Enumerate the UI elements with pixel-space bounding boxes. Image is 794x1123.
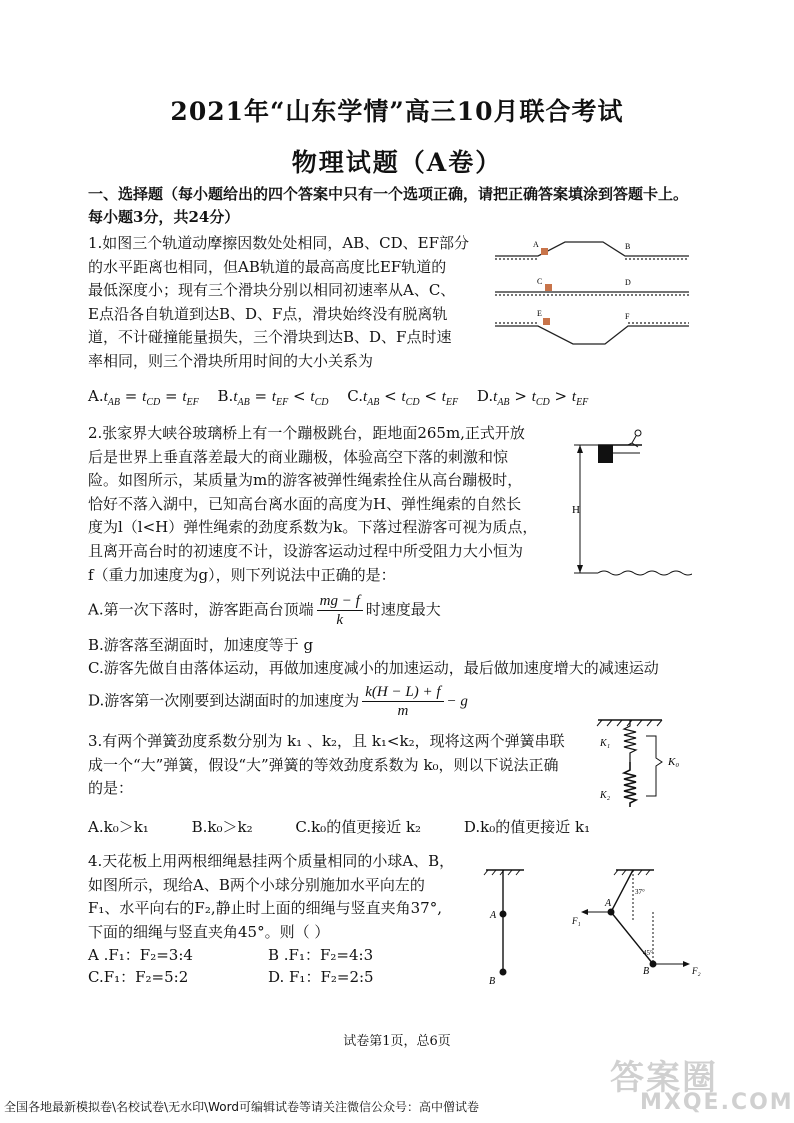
- q4-options-row1: [88, 944, 373, 966]
- track-cd: [495, 292, 689, 295]
- sub-cd: CD: [146, 397, 161, 408]
- sub-ab: AB: [237, 397, 250, 408]
- spring-k1: [624, 720, 636, 762]
- sym-gt: >: [554, 387, 568, 405]
- slider-a: [541, 248, 548, 255]
- label-k1: K₁: [600, 738, 611, 749]
- sym-t: t: [531, 389, 536, 405]
- label-f2: F₂: [692, 966, 701, 976]
- sym-t: t: [103, 389, 108, 405]
- q2-option-d: [88, 683, 468, 720]
- slider-c: [545, 284, 552, 291]
- fraction-k-h-l-f-over-m: [362, 683, 443, 720]
- sym-t: t: [271, 389, 277, 405]
- sub-cd: CD: [405, 397, 420, 408]
- sym-t: t: [182, 389, 187, 405]
- q2-line: 且离开高台时的初速度不计，设游客运动过程中所受阻力大小恒为: [88, 541, 524, 560]
- track-ef: [495, 323, 689, 344]
- q4-option-b: B .F₁：F₂=4:3: [268, 946, 374, 964]
- q3-options: [88, 816, 590, 838]
- sym-t: t: [310, 389, 315, 405]
- label-k2: K₂: [600, 790, 611, 801]
- sub-ef: EF: [186, 397, 199, 408]
- label-a: A: [533, 240, 539, 249]
- label-d: D: [625, 278, 631, 287]
- sub-ab: AB: [497, 397, 510, 408]
- arrow-f2: [683, 961, 690, 967]
- track-ab: [495, 242, 689, 259]
- q3-line: 的是：: [88, 779, 134, 798]
- sub-cd: CD: [314, 397, 329, 408]
- sub-ef: EF: [276, 397, 289, 408]
- option-d-text: D.游客第一次刚要到达湖面时的加速度为: [88, 691, 360, 710]
- q2-line: 恰好不落入湖中，已知高台离水面的高度为H、弹性绳索的自然长: [88, 494, 522, 513]
- q2-option-b: B.游客落至湖面时，加速度等于 g: [88, 636, 314, 654]
- option-letter: A.: [88, 387, 104, 405]
- q4-line: 4.天花板上用两根细绳悬挂两个质量相同的小球A、B，: [88, 852, 455, 870]
- q4-option-a: A .F₁：F₂=3:4: [88, 946, 193, 964]
- label-c: C: [537, 277, 543, 286]
- option-letter: C.: [347, 387, 363, 405]
- q1-line: 最低深度小；现有三个滑块分别以相同初速率从A、C、: [88, 281, 456, 300]
- q2-line: 险。如图所示，某质量为m的游客被弹性绳索拴住从高台蹦极时，: [88, 471, 523, 490]
- label-k0: K₀: [668, 756, 680, 768]
- option-letter: B.: [217, 387, 234, 405]
- sym-t: t: [142, 389, 147, 405]
- option-d-tail: − g: [446, 693, 468, 710]
- spring-k2: [624, 762, 636, 807]
- q3-option-d: D.k₀的值更接近 k₁: [463, 818, 591, 836]
- sub-cd: CD: [535, 397, 550, 408]
- watermark-logo: 答案圈: [610, 1058, 718, 1098]
- sym-eq: =: [124, 387, 138, 405]
- numerator: k(H − L) + f: [362, 683, 443, 702]
- denominator: k: [336, 612, 343, 628]
- q3-stem: [88, 730, 578, 801]
- q1-line: E点沿各自轨道到达B、D、F点，滑块始终没有脱离轨: [88, 304, 448, 323]
- q2-line: 后是世界上垂直落差最大的商业蹦极，体验高空下落的刺激和惊: [88, 447, 509, 466]
- option-a-text: A.第一次下落时，游客距高台顶端: [88, 600, 314, 619]
- label-f1: F₁: [572, 916, 581, 926]
- sym-t: t: [233, 389, 238, 405]
- sym-eq: =: [165, 387, 178, 405]
- q4-line: 如图所示，现给A、B两个小球分别施加水平向左的: [88, 875, 425, 894]
- section-heading: [88, 183, 728, 229]
- sym-t: t: [362, 389, 368, 405]
- label-b-left: B: [489, 976, 496, 987]
- label-f: F: [625, 312, 630, 321]
- q2-stem: [88, 422, 573, 587]
- ball-a-left: [500, 911, 507, 918]
- numerator: mg − f: [317, 592, 363, 611]
- q1-option-c: [347, 387, 463, 408]
- bottom-banner: 全国各地最新模拟卷\名校试卷\无水印\Word可编辑试卷等请关注微信公众号：高中僧试卷: [4, 1100, 479, 1114]
- q3-spring-figure: [594, 714, 694, 814]
- q4-stem: [88, 850, 478, 944]
- label-a-right: A: [605, 898, 612, 909]
- q1-stem: [88, 232, 488, 374]
- q4-pendulum-figure: [478, 862, 708, 992]
- platform-block: [598, 445, 613, 463]
- sym-t: t: [493, 389, 498, 405]
- q2-line: f（重力加速度为g），则下列说法中正确的是：: [88, 565, 396, 584]
- denominator: m: [397, 703, 409, 719]
- sym-lt: <: [384, 387, 397, 405]
- label-e: E: [537, 309, 542, 318]
- q1-line: 的水平距离也相同，但AB轨道的最高高度比EF轨道的: [88, 257, 447, 276]
- sym-t: t: [441, 389, 446, 405]
- sym-t: t: [401, 389, 406, 405]
- q4-line: 下面的细绳与竖直夹角45°。则（ ）: [88, 922, 330, 941]
- sym-lt: <: [424, 387, 437, 405]
- q3-option-c: C.k₀的值更接近 k₂: [295, 818, 422, 836]
- q3-option-a: A.k₀＞k₁: [88, 818, 149, 836]
- sub-ab: AB: [107, 397, 120, 408]
- sub-ab: AB: [367, 397, 380, 408]
- label-b-right: B: [643, 966, 650, 977]
- q1-option-d: [476, 387, 589, 408]
- q4-options-row2: [88, 966, 374, 988]
- label-a-left: A: [490, 910, 497, 921]
- brace: [646, 736, 662, 796]
- q4-option-c: C.F₁：F₂=5:2: [88, 968, 189, 986]
- angle-45: 45°: [643, 949, 653, 957]
- q2-line: 2.张家界大峡谷玻璃桥上有一个蹦极跳台，距地面265m,正式开放: [88, 424, 525, 442]
- section-heading-line2: 每小题3分，共24分）: [88, 208, 240, 226]
- sym-lt: <: [293, 387, 306, 405]
- jumper-head: [635, 430, 641, 436]
- option-a-tail: 时速度最大: [365, 600, 441, 619]
- q1-line: 率相同，则三个滑块所用时间的大小关系为: [88, 351, 374, 370]
- q3-line: 成一个“大”弹簧，假设“大”弹簧的等效劲度系数为 k₀，则以下说法正确: [88, 755, 559, 774]
- q3-line: 3.有两个弹簧劲度系数分别为 k₁ 、k₂，且 k₁<k₂，现将这两个弹簧串联: [88, 732, 565, 750]
- q1-options: [88, 385, 588, 414]
- q2-bungee-figure: [570, 425, 692, 580]
- watermark-site: MXQE.COM: [640, 1090, 794, 1115]
- q2-line: 度为l（l<H）弹性绳索的劲度系数为k。下落过程游客可视为质点，: [88, 518, 538, 537]
- page-subtitle: 物理试题（A卷）: [291, 148, 503, 177]
- q4-line: F₁、水平向右的F₂,静止时上面的细绳与竖直夹角37°,: [88, 899, 442, 918]
- page-number: 试卷第1页，总6页: [343, 1034, 451, 1049]
- option-letter: D.: [476, 387, 494, 405]
- sym-t: t: [571, 389, 577, 405]
- arrow-f1: [581, 909, 588, 915]
- label-b: B: [625, 242, 631, 251]
- sub-ef: EF: [576, 397, 589, 408]
- ball-b-left: [500, 969, 507, 976]
- page-title: 2021年“山东学情”高三10月联合考试: [170, 97, 624, 126]
- q2-option-a: [88, 592, 441, 629]
- q1-option-b: [217, 387, 334, 408]
- section-heading-line1: 一、选择题（每小题给出的四个答案中只有一个选项正确，请把正确答案填涂到答题卡上。: [88, 185, 689, 203]
- angle-37: 37°: [635, 888, 645, 896]
- q1-line: 1.如图三个轨道动摩擦因数处处相同，AB、CD、EF部分: [88, 234, 470, 252]
- sym-eq: =: [254, 387, 268, 405]
- q1-track-figure: [493, 234, 693, 348]
- sym-gt: >: [514, 387, 527, 405]
- q2-option-c: C.游客先做自由落体运动，再做加速度减小的加速运动，最后做加速度增大的减速运动: [88, 659, 659, 677]
- q1-line: 道，不计碰撞能量损失，三个滑块到达B、D、F点时速: [88, 328, 452, 347]
- water-surface: [598, 571, 692, 575]
- sub-ef: EF: [445, 397, 459, 408]
- label-h: H: [572, 504, 580, 516]
- slider-e: [543, 318, 550, 325]
- q1-option-a: [88, 387, 204, 408]
- q4-option-d: D. F₁：F₂=2:5: [268, 968, 374, 986]
- q3-option-b: B.k₀＞k₂: [191, 818, 253, 836]
- fraction-mg-f-over-k: [317, 592, 363, 629]
